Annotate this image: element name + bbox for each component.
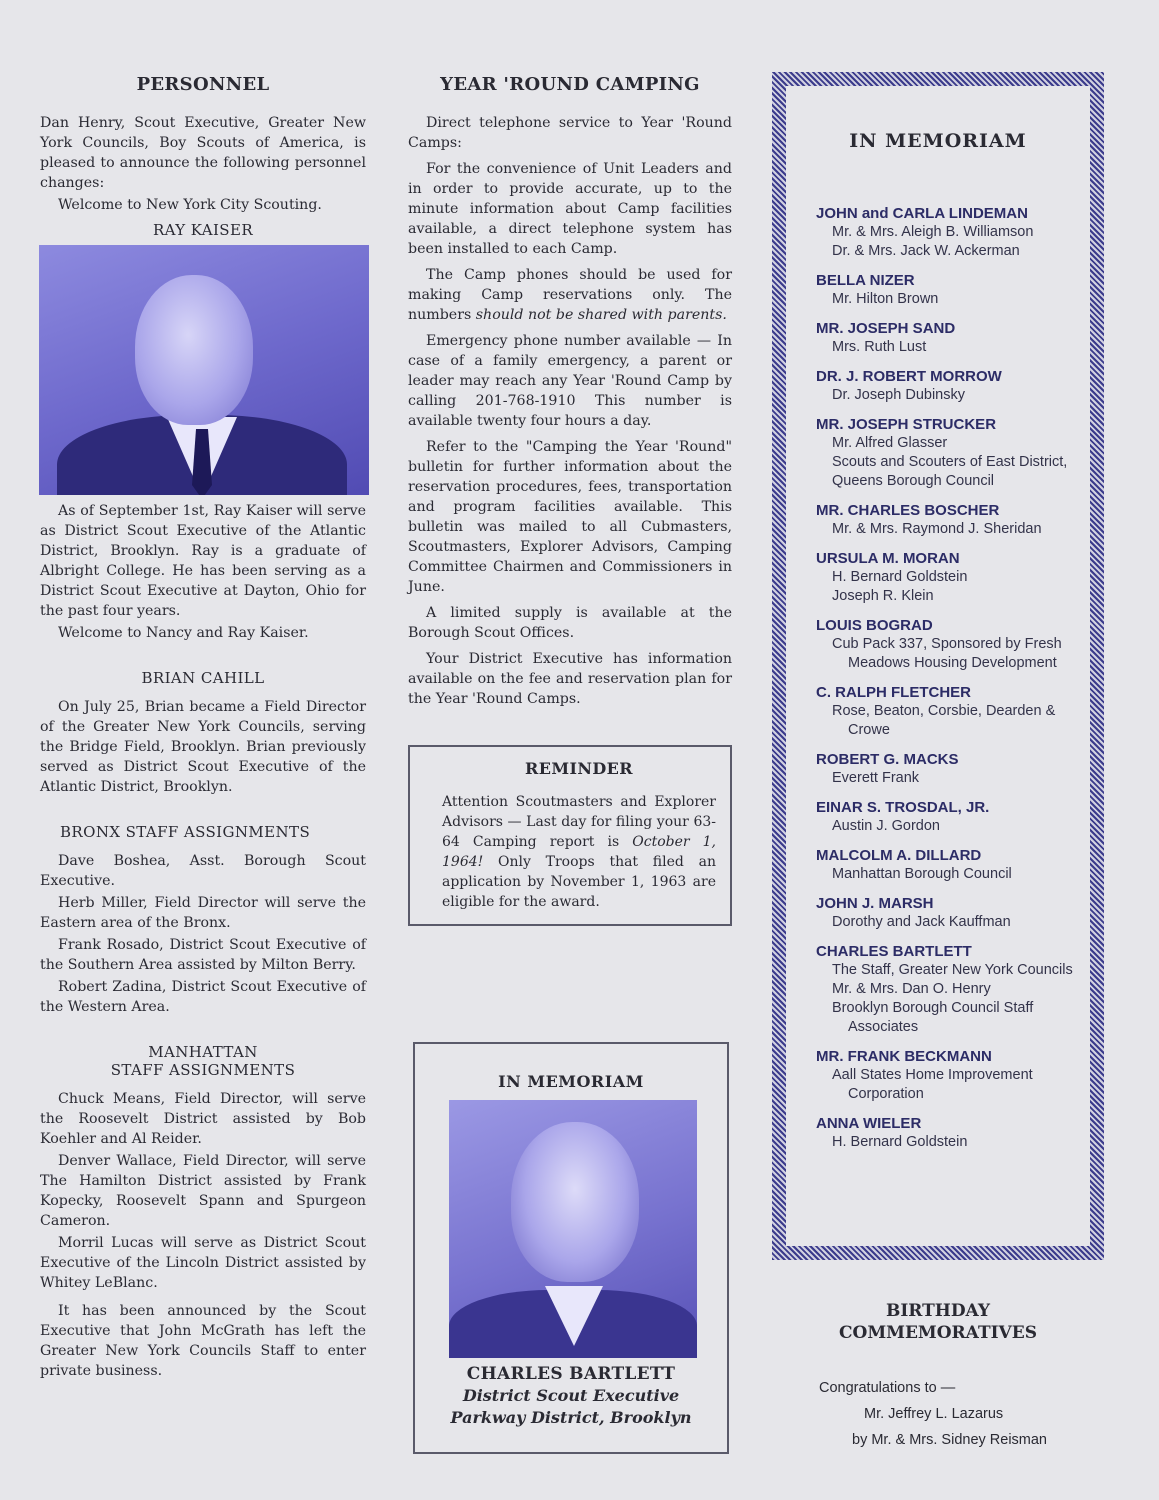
brian-cahill-heading: BRIAN CAHILL	[141, 669, 265, 687]
memoriam-donor: Manhattan Borough Council	[832, 866, 1012, 882]
bronx-paragraph: Dave Boshea, Asst. Borough Scout Executive.	[40, 853, 366, 889]
memorial-photo-box	[413, 1042, 729, 1454]
camping-paragraph: Emergency phone number available — In case of a family emergency, a parent or leader may reach any Year 'Round Camp by calling 201-768-1910 This number is available twenty four hours a day.	[408, 333, 732, 429]
memoriam-name: BELLA NIZER	[816, 272, 915, 289]
memoriam-donor: Mr. & Mrs. Dan O. Henry	[832, 981, 991, 997]
memoriam-name: ROBERT G. MACKS	[816, 751, 959, 768]
memoriam-donor: Aall States Home Improvement Corporation	[832, 1067, 1033, 1102]
memorial-name: CHARLES BARTLETT	[466, 1364, 676, 1384]
manhattan-paragraph: Morril Lucas will serve as District Scout Executive of the Lincoln District assisted by Whitey LeBlanc.	[40, 1235, 366, 1291]
memoriam-donor: Cub Pack 337, Sponsored by Fresh Meadows Housing Development	[832, 636, 1062, 671]
memoriam-entry	[816, 204, 1076, 261]
memoriam-donor: Joseph R. Klein	[832, 588, 934, 604]
memoriam-donor: Rose, Beaton, Corsbie, Dearden & Crowe	[832, 703, 1056, 738]
memoriam-donor: Mr. Alfred Glasser	[832, 435, 948, 451]
manhattan-heading: MANHATTAN	[148, 1043, 258, 1061]
memoriam-entry	[816, 501, 1076, 539]
memoriam-entry	[816, 798, 1076, 836]
camping-paragraph	[408, 265, 732, 325]
manhattan-paragraph: Denver Wallace, Field Director, will serve The Hamilton District assisted by Frank Kopecky, Roosevelt Spann and Spurgeon Cameron.	[40, 1153, 366, 1229]
memoriam-donor: H. Bernard Goldstein	[832, 569, 968, 585]
memorial-title: District Scout Executive	[462, 1386, 680, 1405]
ray-kaiser-photo	[39, 245, 369, 495]
reminder-box	[408, 745, 732, 926]
memoriam-name: MALCOLM A. DILLARD	[816, 847, 982, 864]
memoriam-entry	[816, 846, 1076, 884]
personnel-heading: PERSONNEL	[136, 74, 270, 95]
memoriam-donor: The Staff, Greater New York Councils	[832, 962, 1073, 978]
memoriam-donor: Mrs. Ruth Lust	[832, 339, 927, 355]
manhattan-paragraph: It has been announced by the Scout Executive that John McGrath has left the Greater New York Councils Staff to enter private business.	[40, 1303, 366, 1379]
memoriam-list	[816, 204, 1076, 1162]
memoriam-name: JOHN and CARLA LINDEMAN	[816, 205, 1028, 222]
memorial-district: Parkway District, Brooklyn	[450, 1408, 692, 1427]
personnel-column	[40, 70, 366, 1383]
memoriam-entry	[816, 319, 1076, 357]
memoriam-name: MR. FRANK BECKMANN	[816, 1048, 992, 1065]
memoriam-name: EINAR S. TROSDAL, JR.	[816, 799, 990, 816]
memoriam-donor: H. Bernard Goldstein	[832, 1134, 968, 1150]
memoriam-entry	[816, 1047, 1076, 1104]
reminder-text	[442, 792, 716, 912]
birthday-subheading: COMMEMORATIVES	[839, 1323, 1037, 1343]
memoriam-entry	[816, 942, 1076, 1037]
memoriam-donor: Mr. Hilton Brown	[832, 291, 939, 307]
manhattan-subheading: STAFF ASSIGNMENTS	[110, 1061, 296, 1079]
memoriam-name: JOHN J. MARSH	[816, 895, 934, 912]
memoriam-donor: Brooklyn Borough Council Staff Associates	[832, 1000, 1034, 1035]
memoriam-entry	[816, 549, 1076, 606]
reminder-heading: REMINDER	[525, 759, 633, 778]
memoriam-name: LOUIS BOGRAD	[816, 617, 933, 634]
memoriam-entry	[816, 415, 1076, 491]
bronx-paragraph: Herb Miller, Field Director will serve the Eastern area of the Bronx.	[40, 895, 366, 931]
camping-paragraph: Your District Executive has information available on the fee and reservation plan for the Year 'Round Camps.	[408, 651, 732, 707]
bronx-heading: BRONX STAFF ASSIGNMENTS	[60, 823, 311, 841]
memoriam-name: ANNA WIELER	[816, 1115, 922, 1132]
birthday-congrats: Congratulations to —	[819, 1380, 956, 1396]
personnel-intro: Dan Henry, Scout Executive, Greater New York Councils, Boy Scouts of America, is pleased to announce the following personnel changes:	[40, 115, 366, 191]
memoriam-donor: Austin J. Gordon	[832, 818, 940, 834]
memoriam-entry	[816, 683, 1076, 740]
camping-phones-text: The Camp phones should be used for making Camp reservations only. The numbers	[408, 267, 732, 323]
ray-kaiser-heading: RAY KAISER	[152, 221, 254, 239]
reminder-text-part: Only Troops that filed an application by November 1, 1963 are eligible for the award.	[442, 854, 716, 910]
birthday-heading: BIRTHDAY	[885, 1301, 991, 1321]
bronx-paragraph: Frank Rosado, District Scout Executive of the Southern Area assisted by Milton Berry.	[40, 937, 366, 973]
charles-bartlett-photo	[449, 1100, 697, 1358]
memorial-photo-heading: IN MEMORIAM	[498, 1072, 644, 1091]
memoriam-name: CHARLES BARTLETT	[816, 943, 972, 960]
manhattan-paragraph: Chuck Means, Field Director, will serve the Roosevelt District assisted by Bob Koehler and Al Reider.	[40, 1091, 366, 1147]
memoriam-donor: Scouts and Scouters of East District,	[832, 454, 1068, 470]
birthday-donor: by Mr. & Mrs. Sidney Reisman	[852, 1432, 1047, 1448]
memoriam-name: MR. JOSEPH SAND	[816, 320, 956, 337]
memoriam-donor: Queens Borough Council	[832, 473, 995, 489]
in-memoriam-frame	[772, 72, 1104, 1260]
memoriam-name: URSULA M. MORAN	[816, 550, 960, 567]
camping-paragraph: Refer to the "Camping the Year 'Round" bulletin for further information about the reservation procedures, fees, transportation and program facilities available. This bulletin was mailed to all Cubmasters, Scoutmasters, Explorer Advisors, Camping Committee Chairmen and Commissioners in June.	[408, 439, 732, 595]
memoriam-entry	[816, 367, 1076, 405]
personnel-welcome: Welcome to New York City Scouting.	[58, 197, 322, 213]
in-memoriam-heading: IN MEMORIAM	[849, 130, 1027, 152]
reminder-text-part: Attention Scoutmasters and Explorer Advisors — Last day for filing your 63-64 Camping report is	[442, 794, 716, 850]
memoriam-name: MR. JOSEPH STRUCKER	[816, 416, 997, 433]
birthday-section	[772, 1300, 1104, 1448]
camping-heading: YEAR 'ROUND CAMPING	[440, 74, 700, 95]
memoriam-donor: Mr. & Mrs. Aleigh B. Williamson	[832, 224, 1034, 240]
ray-kaiser-paragraph: As of September 1st, Ray Kaiser will serve as District Scout Executive of the Atlantic District, Brooklyn. Ray is a graduate of Albright College. He has been serving as a District Scout Executive at Dayton, Ohio for the past four years.	[40, 503, 366, 619]
birthday-honoree: Mr. Jeffrey L. Lazarus	[864, 1406, 1004, 1422]
memoriam-donor: Dr. & Mrs. Jack W. Ackerman	[832, 243, 1020, 259]
memoriam-name: MR. CHARLES BOSCHER	[816, 502, 1000, 519]
memoriam-name: C. RALPH FLETCHER	[816, 684, 971, 701]
camping-paragraph: Direct telephone service to Year 'Round Camps:	[408, 115, 732, 151]
memoriam-entry	[816, 894, 1076, 932]
reminder-date: October 1, 1964!	[442, 834, 717, 870]
memoriam-entry	[816, 1114, 1076, 1152]
camping-column	[408, 70, 732, 926]
memoriam-donor: Everett Frank	[832, 770, 920, 786]
bronx-paragraph: Robert Zadina, District Scout Executive of the Western Area.	[40, 979, 366, 1015]
memoriam-donor: Dorothy and Jack Kauffman	[832, 914, 1011, 930]
memoriam-entry	[816, 616, 1076, 673]
ray-kaiser-welcome: Welcome to Nancy and Ray Kaiser.	[58, 625, 309, 641]
brian-cahill-paragraph: On July 25, Brian became a Field Director of the Greater New York Councils, serving the Bridge Field, Brooklyn. Brian previously served as District Scout Executive of the Atlantic District, Brooklyn.	[40, 699, 366, 795]
memoriam-entry	[816, 271, 1076, 309]
camping-paragraph: A limited supply is available at the Borough Scout Offices.	[408, 605, 732, 641]
memoriam-donor: Mr. & Mrs. Raymond J. Sheridan	[832, 521, 1042, 537]
memoriam-name: DR. J. ROBERT MORROW	[816, 368, 1002, 385]
memoriam-donor: Dr. Joseph Dubinsky	[832, 387, 965, 403]
in-memoriam-panel	[786, 86, 1090, 1246]
memoriam-entry	[816, 750, 1076, 788]
camping-phones-emphasis: should not be shared with parents.	[475, 307, 727, 323]
camping-paragraph: For the convenience of Unit Leaders and in order to provide accurate, up to the minute information about Camp facilities available, a direct telephone system has been installed to each Camp.	[408, 161, 732, 257]
